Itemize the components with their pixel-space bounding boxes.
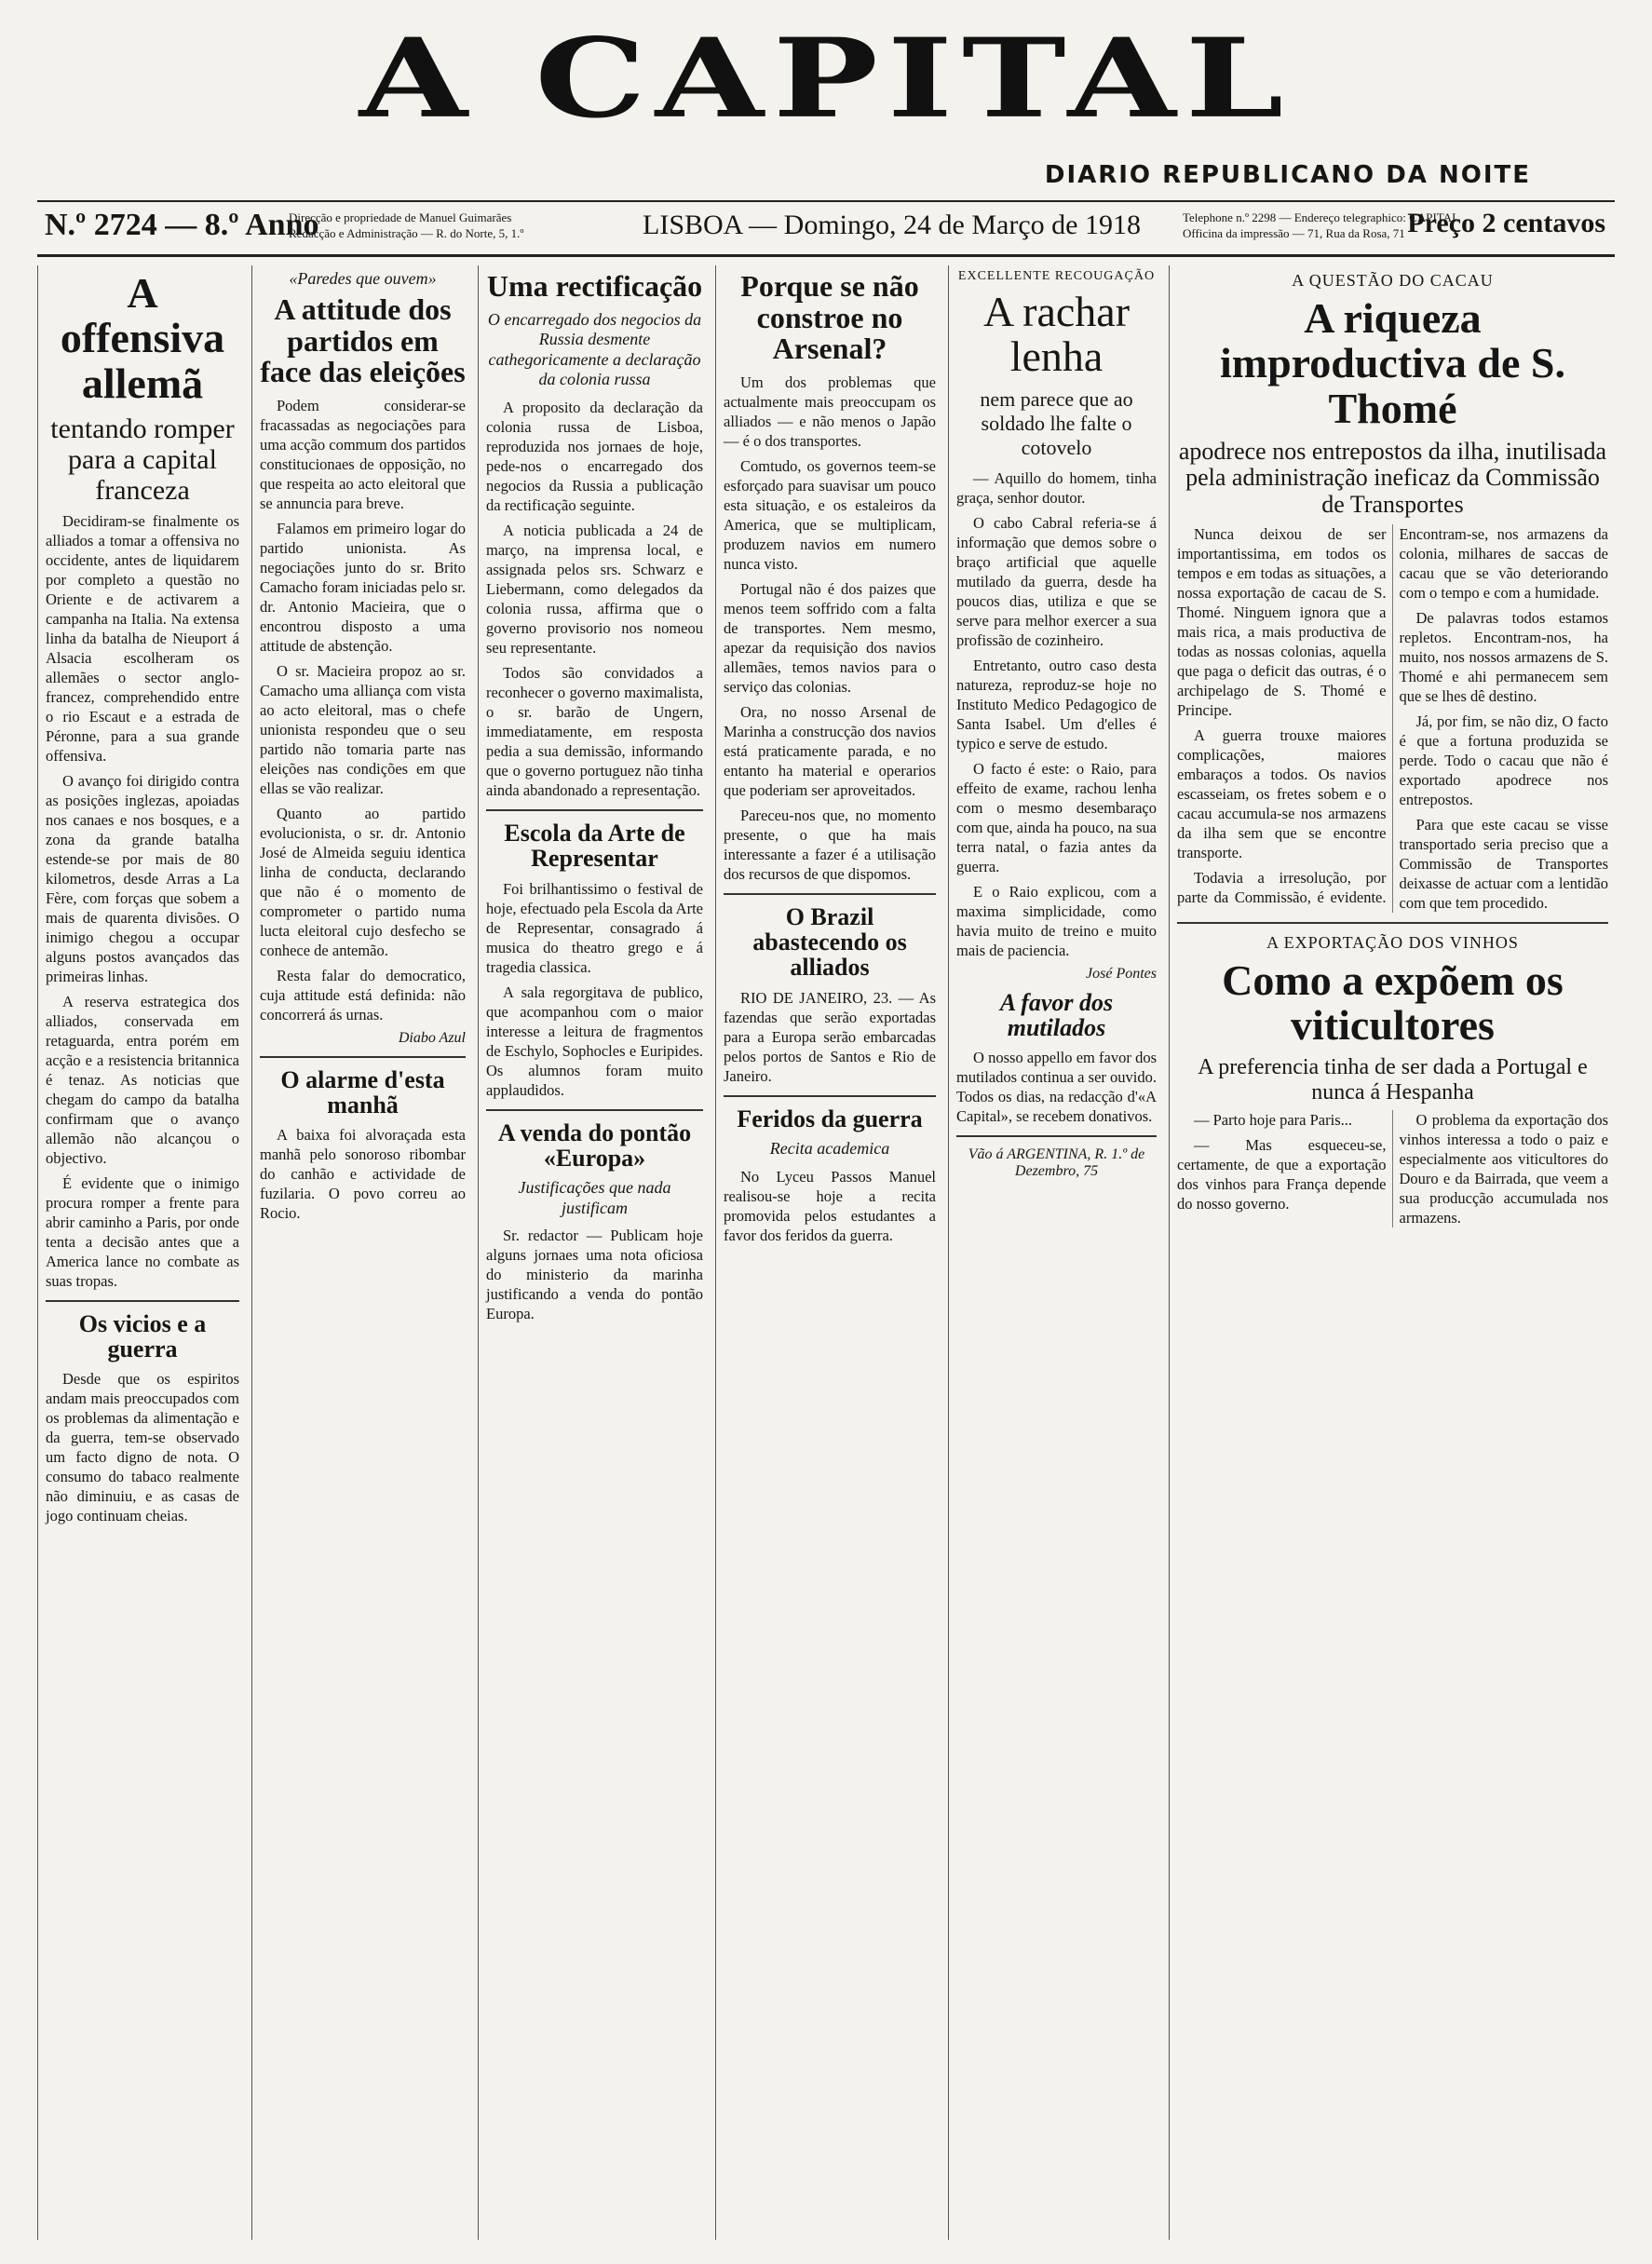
paragraph: Podem considerar-se fracassadas as negociações para uma acção commum dos partidos constitucionaes de opposição, no que respeita ao acto eleitoral que se annuncia para breve. [260,396,466,512]
issue-info-bar [37,200,1615,257]
paragraph: No Lyceu Passos Manuel realisou-se hoje a recita promovida pelos estudantes a favor dos feridos da guerra. [724,1167,936,1244]
section-title: A QUESTÃO DO CACAU [1292,271,1494,290]
paragraph: Resta falar do democratico, cuja attitude está definida: não concorrerá ás urnas. [260,966,466,1024]
paragraph: O facto é este: o Raio, para effeito de exame, rachou lenha com o mesmo desembaraço com que, ainda ha pouco, na sua terra natal, o fazia antes da guerra. [956,759,1157,875]
paragraph: Pareceu-nos que, no momento presente, o que ha mais interessante a fazer é a utilisação dos recursos de que dispomos. [724,806,936,883]
paragraph: Comtudo, os governos teem-se esforçado para suavisar um pouco esta situação, e os estaleiros da America, que se multiplicam, produzem navios em numero nunca visto. [724,456,936,573]
article-subhead: apodrece nos entrepostos da ilha, inutilisada pela administração ineficaz da Commissão de Transportes [1178,437,1607,519]
paragraph: Para que este cacau se visse transportado seria preciso que a Commissão de Transportes deixasse de actuar com a lentidão com que tem procedido. [1399,815,1608,912]
advertisement-footer: Vão á ARGENTINA, R. 1.º de Dezembro, 75 [968,1146,1145,1180]
newspaper-subtitle: DIARIO REPUBLICANO DA NOITE [1044,161,1531,189]
article-headline: O Brazil abastecendo os alliados [752,902,907,982]
paragraph: A noticia publicada a 24 de março, na imprensa local, e assignada pelos srs. Schwarz e Liebermann, como delegados da colonia russa, affirma que o governo provisorio nos nomeou seu representante. [486,521,703,657]
direction-info [289,210,523,241]
paragraph: Todos são convidados a reconhecer o governo maximalista, o sr. barão de Ungern, immediatamente, em resposta pedia a sua demissão, informando que o governo portuguez não tinha ainda abandonado a representação. [486,663,703,799]
article-kicker: «Paredes que ouvem» [289,269,437,288]
place-date: LISBOA — Domingo, 24 de Março de 1918 [643,210,1141,240]
article-subhead: O encarregado dos negocios da Russia desmente cathegoricamente a declaração da colonia russa [487,309,702,389]
article-headline: Feridos da guerra [737,1105,923,1132]
paragraph: Nunca deixou de ser importantissima, em todos os tempos e em todas as situações, a nossa exportação de cacau de S. Thomé. Ninguem ignora que a mais rica, a mais productiva de todas as nossas colonias, aquella que paga o deficit das outras, é o archipelago de S. Thomé e Principe. [1177,524,1387,719]
divider [486,1109,703,1111]
column-3 [478,265,711,2240]
divider [486,809,703,811]
paragraph: A proposito da declaração da colonia russa de Lisboa, reproduzida nos jornaes de hoje, pede-nos o encarregado dos negocios da Russia a publicação da rectificação seguinte. [486,398,703,514]
newspaper-title: A CAPITAL [359,14,1293,142]
paragraph: O nosso appello em favor dos mutilados continua a ser ouvido. Todos os dias, na redacção d'«A Capital», se recebem donativos. [956,1049,1157,1126]
article-headline: A riqueza improductiva de S. Thomé [1219,294,1566,432]
article-body [1177,524,1608,913]
telephone-line: Telephone n.º 2298 — Endereço telegraphico: CAPITAL [1183,210,1460,224]
issue-number: N.º 2724 — 8.º Anno [45,208,319,242]
paragraph: RIO DE JANEIRO, 23. — As fazendas que serão exportadas para a Europa serão embarcadas pelos portos de Santos e Rio de Janeiro. [724,988,936,1085]
paragraph: Todavia a irresolução, por parte da Commissão, é evidente. Encontram-se, nos armazens da colonia, milhares de saccas de cacau que se vão deteriorando com o tempo e com a humidade. [1177,524,1608,906]
article-headline: A rachar lenha [982,288,1131,381]
paragraph: — Parto hoje para Paris... [1194,1111,1353,1130]
paragraph: Entretanto, outro caso desta natureza, reproduz-se hoje no Instituto Medico Pedagogico de Santa Isabel. Um d'elles é typico e serve de estudo. [956,656,1157,752]
paragraph: Falamos em primeiro logar do partido unionista. As negociações junto do sr. Brito Camacho foram iniciadas pelo sr. dr. Antonio Macieira, que o encontrou disposto a uma attitude de abstenção. [260,519,466,655]
redaction-line: Redacção e Administração — R. do Norte, 5, 1.º [289,226,524,240]
signature: Diabo Azul [398,1029,466,1046]
article-subhead: tentando romper para a capital franceza [50,413,235,506]
article-subhead: Recita academica [769,1138,890,1158]
column-5 [948,265,1164,2240]
column-1 [37,265,247,2240]
paragraph: Portugal não é dos paizes que menos teem soffrido com a falta de transportes. Nem mesmo, apezar da requisição dos navios allemães, temos navios para o serviço das colonias. [724,579,936,696]
paragraph: O avanço foi dirigido contra as posições inglezas, apoiadas nos canaes e nos bosques, e a zona da grande batalha estende-se por mais de 80 kilometros, desde Arras a La Fère, com forças que sobem a mais de quarenta divisões. O inimigo chegou a occupar alguns postos avançados das primeiras linhas. [46,771,239,985]
paragraph: O cabo Cabral referia-se á informação que demos sobre o braço artificial que aquelle mutilado da guerra, desde ha poucos dias, utiliza e que se serve para melhor exercer a sua profissão de cozinheiro. [956,513,1157,649]
paragraph: E o Raio explicou, com a maxima simplicidade, como havia muito de treino e muito mais de paciencia. [956,882,1157,959]
paragraph: A guerra trouxe maiores complicações, maiores embaraços a todos. Os navios escasseiam, os fretes sobem e o cacau accumula-se nos armazens da ilha sem que se encontre transporte. [1177,725,1387,861]
direction-line: Direcção e propriedade de Manuel Guimarães [289,210,512,224]
divider [1177,922,1608,924]
divider [724,893,936,895]
masthead [0,0,1652,200]
paragraph: Foi brilhantissimo o festival de hoje, efectuado pela Escola da Arte de Representar, consagrado á musica do theatro grego e á tragedia classica. [486,879,703,976]
divider [724,1095,936,1097]
office-line: Officina da impressão — 71, Rua da Rosa, 71 [1183,226,1405,240]
paragraph: O problema da exportação dos vinhos interessa a todo o paiz e especialmente aos viticultores do Douro e da Bairrada, que veem a sua producção accumulada nos armazens. [1399,1111,1608,1227]
column-2 [251,265,473,2240]
article-body [1177,1110,1608,1227]
column-6 [1169,265,1616,2240]
article-headline: A venda do pontão «Europa» [497,1118,692,1172]
divider [956,1135,1157,1137]
article-subhead: Justificações que nada justificam [518,1178,671,1217]
article-subhead: nem parece que ao soldado lhe falte o cotovelo [980,386,1133,460]
article-headline: A offensiva allemã [60,269,225,407]
article-headline: Escola da Arte de Representar [504,819,685,873]
paragraph: Quanto ao partido evolucionista, o sr. dr. Antonio José de Almeida seguiu identica linha de conducta, declarando que não é o momento de comprometer o partido numa lucta eleitoral cujo desfecho se conhece de antemão. [260,804,466,959]
column-4 [715,265,943,2240]
signature: José Pontes [1086,965,1157,982]
paragraph: De palavras todos estamos repletos. Encontram-nos, ha muito, nos nossos armazens de S. Thomé e ahi permanecem sem que se lhes dê destino. [1399,608,1608,705]
article-subhead: A preferencia tinha de ser dada a Portugal e nunca á Hespanha [1198,1055,1588,1105]
article-headline: A favor dos mutilados [999,988,1114,1042]
paragraph: A sala regorgitava de publico, que acompanhou com o maior interesse a leitura de fragmentos de Eschylo, Sophocles e Euripides. Os alumnos foram muito applaudidos. [486,983,703,1099]
paragraph: — Mas esqueceu-se, certamente, de que a exportação dos vinhos para França depende do nosso governo. [1177,1136,1387,1213]
paragraph: Um dos problemas que actualmente mais preoccupam os alliados — e não menos o Japão — é o dos transportes. [724,373,936,450]
article-kicker: EXCELLENTE RECOUGAÇÃO [957,269,1156,283]
paragraph: Já, por fim, se não diz, O facto é que a fortuna produzida se perde. Todo o cacau que não é exportado apodrece nos entrepostos. [1399,712,1608,808]
article-headline: A attitude dos partidos em face das eleições [260,292,466,389]
article-headline: Como a expõem os viticultores [1222,956,1564,1049]
paragraph: Sr. redactor — Publicam hoje alguns jornaes uma nota oficiosa do ministerio da marinha justificando a venda do pontão Europa. [486,1227,703,1323]
article-headline: Porque se não constroe no Arsenal? [740,269,919,366]
article-headline: Uma rectificação [486,269,703,303]
price: Preço 2 centavos [1407,208,1605,238]
paragraph: É evidente que o inimigo procura romper a frente para abrir caminho a Paris, por onde tenta a decisão antes que a America lance no combate as suas tropas. [46,1173,239,1290]
paragraph: A reserva estrategica dos alliados, conservada em retaguarda, entra porém em acção e a resistencia britannica é tenaz. As noticias que chegam do campo da batalha confirmam que o avanço allemão não alcançou o objectivo. [46,992,239,1167]
paragraph: Ora, no nosso Arsenal de Marinha a construcção dos navios está praticamente parada, e no entanto ha material e operarios que poderiam ser aproveitados. [724,702,936,799]
divider [260,1056,466,1058]
paragraph: — Aquillo do homem, tinha graça, senhor doutor. [956,468,1157,507]
paragraph: O sr. Macieira propoz ao sr. Camacho uma alliança com vista ao acto eleitoral, mas o chefe unionista respondeu que o seu partido não tomaria parte nas eleições nas condições em que ellas se vão realizar. [260,661,466,797]
section-title: A EXPORTAÇÃO DOS VINHOS [1266,932,1519,952]
article-headline: Os vicios e a guerra [78,1309,207,1363]
divider [46,1300,239,1302]
paragraph: Decidiram-se finalmente os alliados a tomar a offensiva no occidente, antes de liquidarem por completo a questão no Oriente e de activarem a campanha na Italia. Na extensa linha da batalha de Nieuport á Alsacia escolheram os allemães o sector anglo-francez, comprehendido entre o rio Escaut e a estrada de Péronne, para a sua grande offensiva. [46,511,239,765]
paragraph: A baixa foi alvoraçada esta manhã pelo sonoroso ribombar do canhão e actividade de fuzilaria. O povo correu ao Rocio. [260,1126,466,1223]
paragraph: Desde que os espiritos andam mais preoccupados com os problemas da alimentação e da guerra, tem-se observado um facto digno de nota. O consumo do tabaco realmente não diminuiu, e as casas de jogo continuam cheias. [46,1370,239,1525]
article-headline: O alarme d'esta manhã [280,1065,445,1119]
